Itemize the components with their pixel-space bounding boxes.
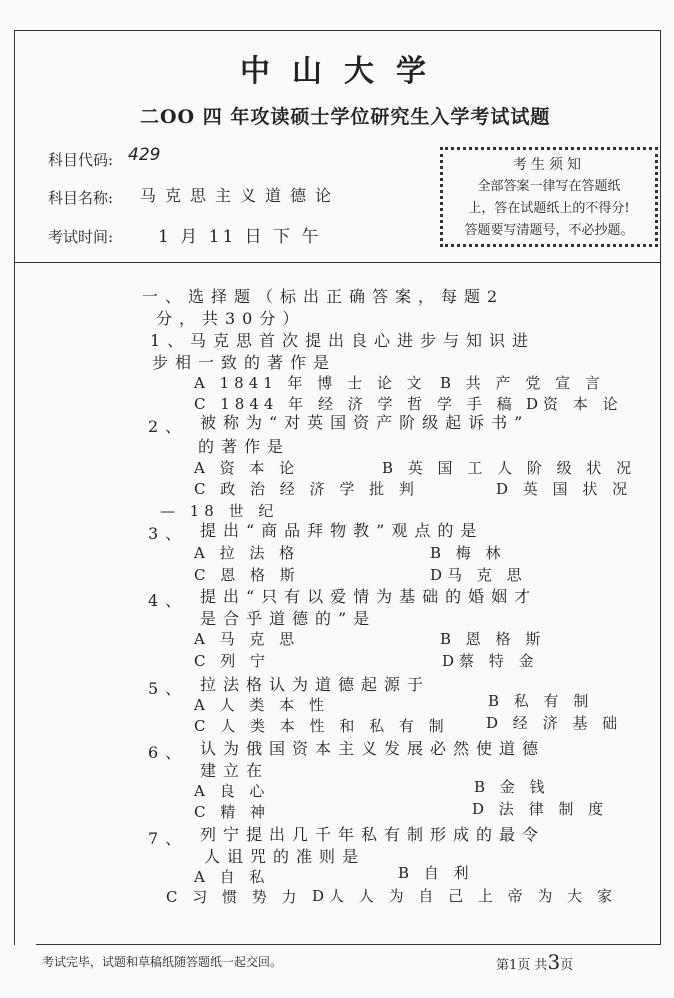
subject-name-label: 科目名称: [48,189,114,207]
option-d: D马 克 思 [430,566,527,584]
option-c: C 人 类 本 性 和 私 有 制 [194,717,449,735]
question-number: 6、 [148,743,189,762]
option-a: A 1841 年 博 士 论 文 [194,374,427,392]
section-heading-cont: 分，共30分） [156,309,306,328]
option-a: A 自 私 [194,868,270,886]
question-text: 提出“只有以爱情为基础的婚姻才 [200,587,538,606]
subject-code-label: 科目代码: [48,151,114,169]
question-number: 3、 [148,524,189,543]
question-text: 列宁提出几千年私有制形成的最令 [200,825,546,844]
question-text-cont: 是合乎道德的”是 [200,609,377,628]
option-d: D资 本 论 [526,395,623,413]
option-b: B 自 利 [398,864,474,882]
subject-name-value: 马克思主义道德论 [140,186,341,205]
notice-line: 上，答在试题纸上的不得分! [468,201,630,216]
candidate-notice-box [440,147,658,247]
question-text: 拉法格认为道德起源于 [200,675,431,694]
option-b: B 恩 格 斯 [440,630,546,648]
notice-title: 考生须知 [513,157,585,173]
subject-code-value: 429 [128,145,161,165]
exam-time-value: 1 月 11 日 下 午 [158,227,322,247]
option-d-cont: — 18 世 纪 [160,502,279,520]
question-number: 2、 [148,417,189,436]
question-number: 5、 [148,679,189,698]
option-b: B 梅 林 [430,544,506,562]
option-d: D 经 济 基 础 [486,714,623,732]
option-d: D蔡 特 金 [442,652,539,670]
section-heading: 一、选择题（标出正确答案，每题2 [142,287,505,306]
option-a: A 人 类 本 性 [194,696,329,714]
page-indicator: 第1页 共3页 [496,950,574,974]
question-number: 7、 [148,829,189,848]
option-a: A 资 本 论 [194,459,300,477]
header-divider [14,262,660,263]
option-d: D 法 律 制 度 [472,800,609,818]
option-d: D人 人 为 自 己 上 帝 为 大 家 [312,887,617,905]
notice-line: 答题要写清题号，不必抄题。 [464,223,634,238]
exam-time-label: 考试时间: [48,228,114,246]
question-text-cont: 步相一致的著作是 [152,353,337,372]
option-b: B 共 产 党 宣 言 [440,374,605,392]
question-text-cont: 建立在 [200,761,270,780]
university-name: 中山大学 [240,54,448,89]
question-text: 提出“商品拜物教”观点的是 [200,521,484,540]
question-number: 1、 [150,331,191,350]
option-d: D 英 国 状 况 [496,480,633,498]
option-c: C 列 宁 [194,652,271,670]
footer-instruction: 考试完毕，试题和草稿纸随答题纸一起交回。 [42,955,283,969]
question-text: 马克思首次提出良心进步与知识进 [190,331,536,350]
option-b: B 金 钱 [474,778,550,796]
question-text: 被称为“对英国资产阶级起诉书” [200,413,530,432]
question-text-cont: 的著作是 [198,437,291,456]
option-b: B 私 有 制 [488,692,594,710]
option-c: C 习 惯 势 力 [166,888,302,906]
option-a: A 拉 法 格 [194,544,300,562]
option-a: A 良 心 [194,782,270,800]
option-a: A 马 克 思 [194,630,300,648]
question-number: 4、 [148,591,189,610]
question-text: 认为俄国资本主义发展必然使道德 [200,739,546,758]
exam-title: 二OO 四 年攻读硕士学位研究生入学考试试题 [140,106,551,128]
option-c: C 政 治 经 济 学 批 判 [194,480,419,498]
footer-divider [36,944,660,945]
notice-line: 全部答案一律写在答题纸 [477,179,621,194]
option-c: C 1844 年 经 济 学 哲 学 手 稿 [194,395,517,413]
option-b: B 英 国 工 人 阶 级 状 况 [382,459,637,477]
option-c: C 恩 格 斯 [194,566,300,584]
option-c: C 精 神 [194,803,271,821]
question-text-cont: 人诅咒的准则是 [204,847,366,866]
